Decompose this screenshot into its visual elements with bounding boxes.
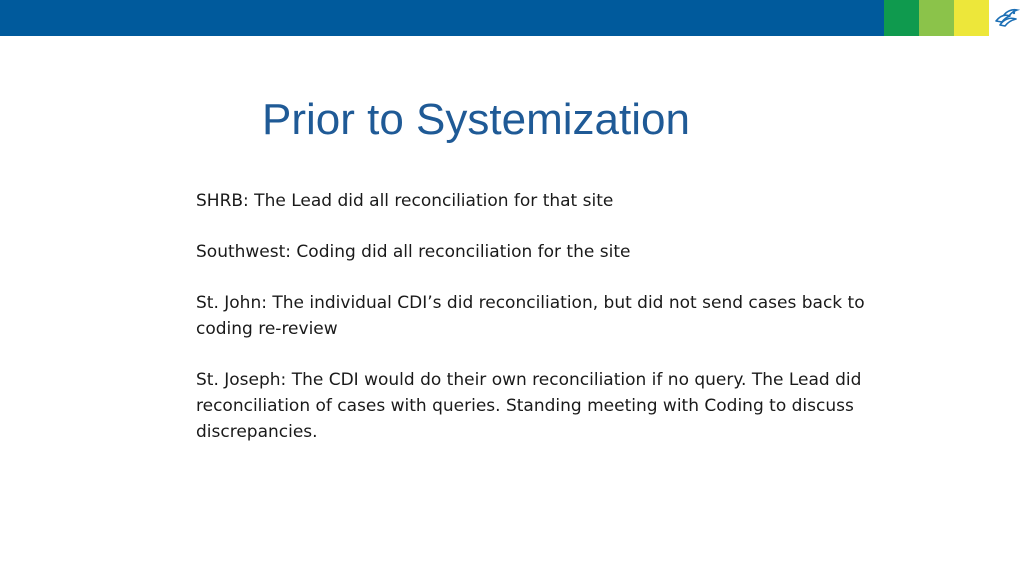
paragraph-shrb: SHRB: The Lead did all reconciliation for that site <box>196 191 614 211</box>
header-blue-band <box>0 0 884 36</box>
paragraph-st-john: St. John: The individual CDI’s did reconciliation, but did not send cases back to coding re-review <box>196 293 865 339</box>
dove-logo-svg <box>994 7 1020 29</box>
header-bar <box>0 0 1024 36</box>
slide-title: Prior to Systemization <box>262 95 690 144</box>
header-green-dark-block <box>884 0 919 36</box>
body-text <box>196 188 916 470</box>
paragraph-st-joseph: St. Joseph: The CDI would do their own reconciliation if no query. The Lead did reconciliation of cases with queries. Standing meeting with Coding to discuss discrepancies. <box>196 370 862 442</box>
header-yellow-block <box>954 0 989 36</box>
paragraph-southwest: Southwest: Coding did all reconciliation for the site <box>196 242 631 262</box>
dove-logo-icon <box>989 0 1024 36</box>
header-green-light-block <box>919 0 954 36</box>
